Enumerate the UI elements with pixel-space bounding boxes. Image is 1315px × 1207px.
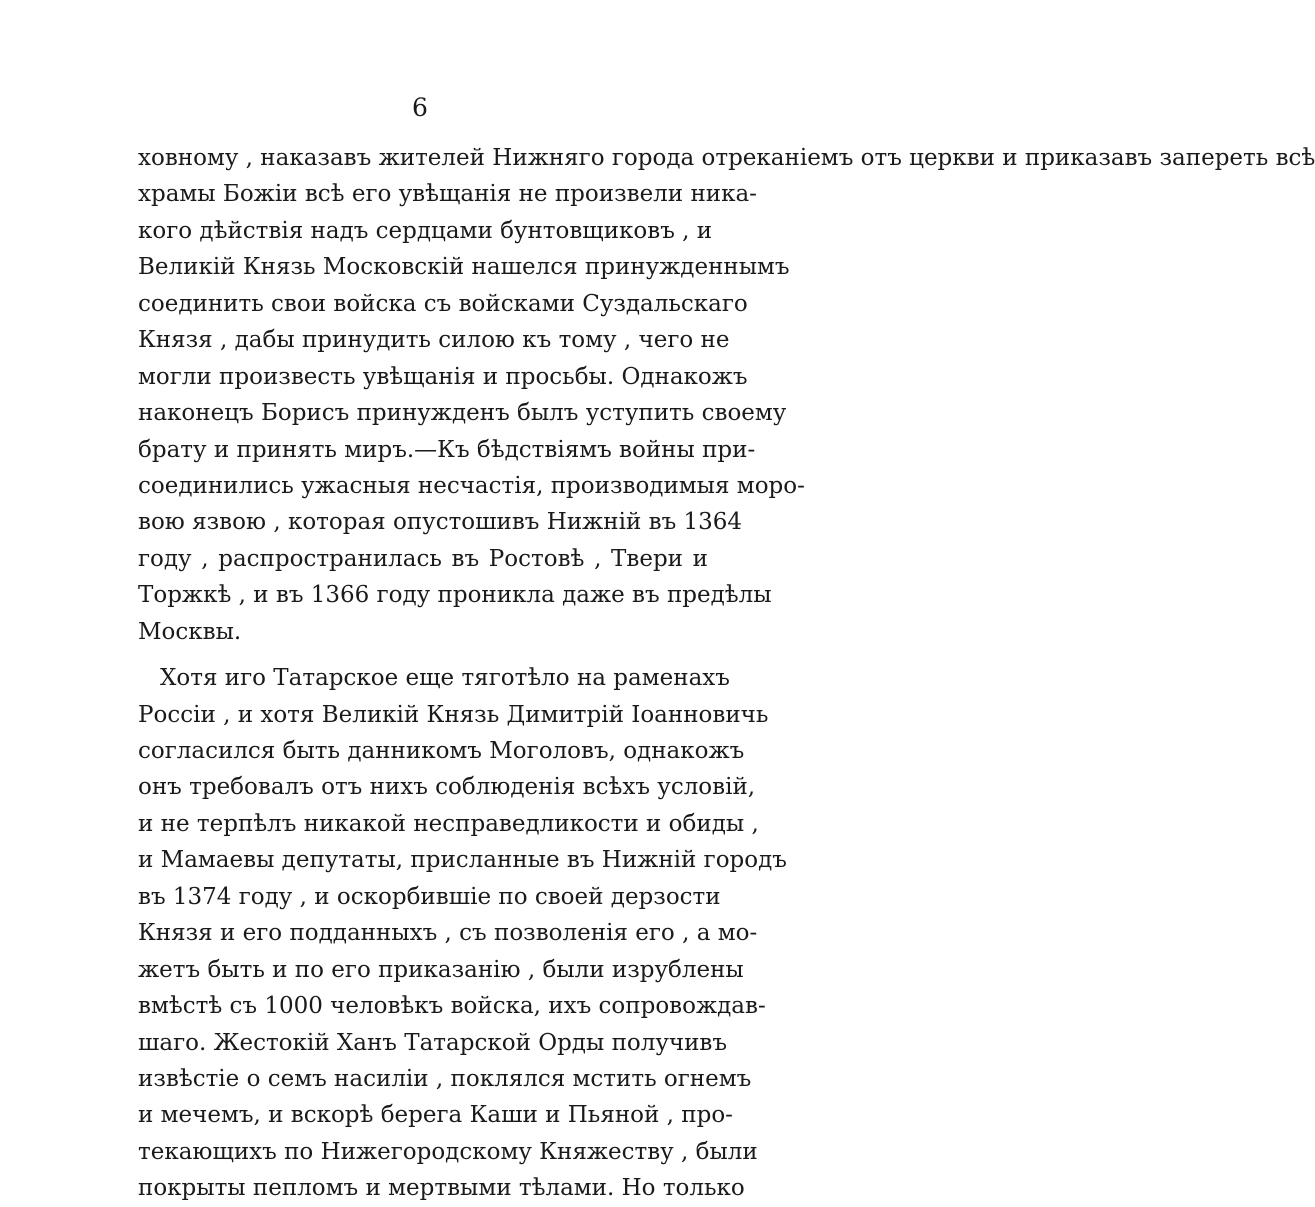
text-line: жетъ быть и по его приказанію , были изрублены — [138, 956, 744, 983]
text-line: покрыты пепломъ и мертвыми тѣлами. Но только — [138, 1175, 745, 1202]
text-line: храмы Божіи всѣ его увѣщанія не произвели ника- — [138, 181, 757, 208]
text-line: текающихъ по Нижегородскому Княжеству , были — [138, 1138, 758, 1165]
text-line: наконецъ Борисъ принужденъ былъ уступить своему — [138, 400, 787, 427]
text-line: Россіи , и хотя Великій Князь Димитрій Іоанновичь — [138, 701, 769, 728]
text-line: Князя и его подданныхъ , съ позволенія его , а мо- — [138, 920, 758, 947]
text-line: Торжкѣ , и въ 1366 году проникла даже въ предѣлы — [138, 582, 772, 609]
text-line: кого дѣйствія надъ сердцами бунтовщиковъ , и — [138, 217, 713, 244]
text-line: вмѣстѣ съ 1000 человѣкъ войска, ихъ сопровождав- — [138, 993, 766, 1020]
text-line: Князя , дабы принудить силою къ тому , чего не — [138, 327, 730, 354]
text-line: Москвы. — [138, 618, 242, 645]
text-line: Великій Князь Московскій нашелся принужденнымъ — [138, 254, 790, 281]
text-line: могли произвесть увѣщанія и просьбы. Однакожъ — [138, 363, 748, 390]
text-line: брату и принять миръ.—Къ бѣдствіямъ войны при- — [138, 436, 756, 463]
text-line: вою язвою , которая опустошивъ Нижній въ 1364 — [138, 509, 743, 536]
text-line: и не терпѣлъ никакой несправедликости и обиды , — [138, 810, 759, 837]
text-line: и мечемъ, и вскорѣ берега Каши и Пьяной , про- — [138, 1102, 733, 1129]
text-line: году , распространилась въ Ростовѣ , Твери и — [138, 545, 708, 572]
text-line: соединить свои войска съ войсками Суздальскаго — [138, 290, 748, 317]
text-line: соединились ужасныя несчастія, производимыя моро- — [138, 472, 805, 499]
text-line: онъ требовалъ отъ нихъ соблюденія всѣхъ условій, — [138, 774, 756, 801]
body-text — [138, 140, 1315, 1207]
text-line: и Мамаевы депутаты, присланные въ Нижній городъ — [138, 847, 787, 874]
text-line: согласился быть данникомъ Моголовъ, однакожъ — [138, 738, 745, 764]
paragraph-first-line: Хотя иго Татарское еще тяготѣло на раменахъ — [160, 665, 730, 692]
text-line: шаго. Жестокій Ханъ Татарской Орды получивъ — [138, 1029, 728, 1056]
text-line: извѣстіе о семъ насиліи , поклялся мстить огнемъ — [138, 1065, 752, 1092]
text-line: въ 1374 году , и оскорбившіе по своей дерзости — [138, 883, 721, 910]
text-line: ховному , наказавъ жителей Нижняго города отреканіемъ отъ церкви и приказавъ запереть всѣ — [138, 145, 1315, 171]
page-number: 6 — [412, 93, 428, 122]
